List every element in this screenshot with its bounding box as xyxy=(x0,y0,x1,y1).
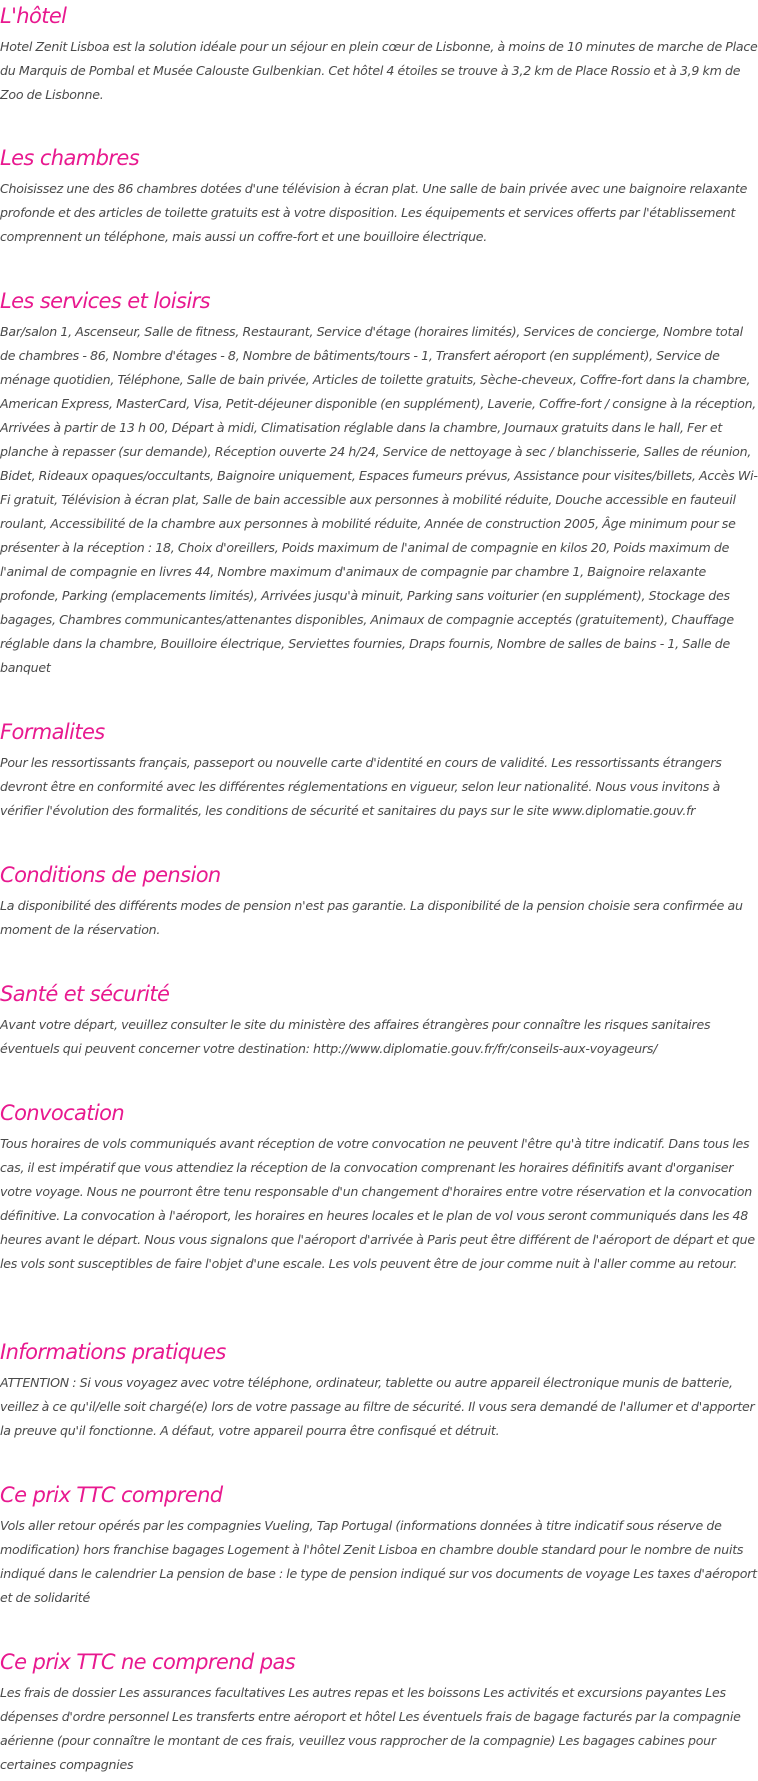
section-title: Les services et loisirs xyxy=(0,289,210,313)
section-body: Tous horaires de vols communiqués avant réception de votre convocation ne peuvent l'être qu'à titre indicatif. Dans tous les cas, il est impératif que vous attendiez la réception de la convocation comprenant les horaires définitifs avant d'organiser votre voyage. Nous ne pourront être tenu responsable d'un changement d'horaires entre votre réservation et la convocation définitive. La convocation à l'aéroport, les horaires en heures locales et le plan de vol vous seront communiqués dans les 48 heures avant le départ. Nous vous signalons que l'aéroport d'arrivée à Paris peut être différent de l'aéroport de départ et que les vols sont susceptibles de faire l'objet d'une escale. Les vols peuvent être de jour comme nuit à l'aller comme au retour. xyxy=(0,1136,755,1271)
section-body: Les frais de dossier Les assurances facultatives Les autres repas et les boissons Les activités et excursions payantes Les dépenses d'ordre personnel Les transferts entre aéroport et hôtel Les éventuels frais de bagage facturés par la compagnie aérienne (pour connaître le montant de ces frais, veuillez vous rapprocher de la compagnie) Les bagages cabines pour certaines compagnies xyxy=(0,1685,741,1772)
section-title: L'hôtel xyxy=(0,4,67,28)
section-body: Choisissez une des 86 chambres dotées d'une télévision à écran plat. Une salle de bain privée avec une baignoire relaxante profonde et des articles de toilette gratuits est à votre disposition. Les équipements et services offerts par l'établissement comprennent un téléphone, mais aussi un coffre-fort et une bouilloire électrique. xyxy=(0,181,748,244)
section-rooms xyxy=(0,144,758,249)
section-title: Ce prix TTC comprend xyxy=(0,1483,223,1507)
section-hotel xyxy=(0,2,758,107)
section-title: Formalites xyxy=(0,720,105,744)
section-price-includes xyxy=(0,1481,758,1610)
section-title: Conditions de pension xyxy=(0,863,221,887)
section-price-excludes xyxy=(0,1648,758,1777)
section-title: Ce prix TTC ne comprend pas xyxy=(0,1650,296,1674)
section-formalities xyxy=(0,718,758,823)
section-title: Les chambres xyxy=(0,146,140,170)
section-health-safety xyxy=(0,980,758,1061)
section-practical-info xyxy=(0,1338,758,1443)
section-title: Convocation xyxy=(0,1101,125,1125)
section-services xyxy=(0,287,758,680)
section-convocation xyxy=(0,1099,758,1276)
section-board-conditions xyxy=(0,861,758,942)
section-body: ATTENTION : Si vous voyagez avec votre téléphone, ordinateur, tablette ou autre appareil électronique munis de batterie, veillez à ce qu'il/elle soit chargé(e) lors de votre passage au filtre de sécurité. Il vous sera demandé de l'allumer et d'apporter la preuve qu'il fonctionne. A défaut, votre appareil pourra être confisqué et détruit. xyxy=(0,1375,755,1438)
section-body: La disponibilité des différents modes de pension n'est pas garantie. La disponibilité de la pension choisie sera confirmée au moment de la réservation. xyxy=(0,898,743,937)
section-body: Pour les ressortissants français, passeport ou nouvelle carte d'identité en cours de validité. Les ressortissants étrangers devront être en conformité avec les différentes réglementations en vigueur, selon leur nationalité. Nous vous invitons à vérifier l'évolution des formalités, les conditions de sécurité et sanitaires du pays sur le site www.diplomatie.gouv.fr xyxy=(0,755,722,818)
section-title: Informations pratiques xyxy=(0,1340,226,1364)
section-body: Vols aller retour opérés par les compagnies Vueling, Tap Portugal (informations données à titre indicatif sous réserve de modification) hors franchise bagages Logement à l'hôtel Zenit Lisboa en chambre double standard pour le nombre de nuits indiqué dans le calendrier La pension de base : le type de pension indiqué sur vos documents de voyage Les taxes d'aéroport et de solidarité xyxy=(0,1518,757,1605)
section-title: Santé et sécurité xyxy=(0,982,170,1006)
section-body: Bar/salon 1, Ascenseur, Salle de fitness, Restaurant, Service d'étage (horaires limités), Services de concierge, Nombre total de chambres - 86, Nombre d'étages - 8, Nombre de bâtiments/tours - 1, Transfert aéroport (en supplément), Service de ménage quotidien, Téléphone, Salle de bain privée, Articles de toilette gratuits, Sèche-cheveux, Coffre-fort dans la chambre, American Express, MasterCard, Visa, Petit-déjeuner disponible (en supplément), Laverie, Coffre-fort / consigne à la réception, Arrivées à partir de 13 h 00, Départ à midi, Climatisation réglable dans la chambre, Journaux gratuits dans le hall, Fer et planche à repasser (sur demande), Réception ouverte 24 h/24, Service de nettoyage à sec / blanchisserie, Salles de réunion, Bidet, Rideaux opaques/occultants, Baignoire uniquement, Espaces fumeurs prévus, Assistance pour visites/billets, Accès Wi-Fi gratuit, Télévision à écran plat, Salle de bain accessible aux personnes à mobilité réduite, Douche accessible en fauteuil roulant, Accessibilité de la chambre aux personnes à mobilité réduite, Année de construction 2005, Âge minimum pour se présenter à la réception : 18, Choix d'oreillers, Poids maximum de l'animal de compagnie en kilos 20, Poids maximum de l'animal de compagnie en livres 44, Nombre maximum d'animaux de compagnie par chambre 1, Baignoire relaxante profonde, Parking (emplacements limités), Arrivées jusqu'à minuit, Parking sans voiturier (en supplément), Stockage des bagages, Chambres communicantes/attenantes disponibles, Animaux de compagnie acceptés (gratuitement), Chauffage réglable dans la chambre, Bouilloire électrique, Serviettes fournies, Draps fournis, Nombre de salles de bains - 1, Salle de banquet xyxy=(0,324,758,675)
section-body: Avant votre départ, veuillez consulter le site du ministère des affaires étrangères pour connaître les risques sanitaires éventuels qui peuvent concerner votre destination: http://www.diplomatie.gouv.fr/fr/conseils-aux-voyageurs/ xyxy=(0,1017,711,1056)
section-body: Hotel Zenit Lisboa est la solution idéale pour un séjour en plein cœur de Lisbonne, à moins de 10 minutes de marche de Place du Marquis de Pombal et Musée Calouste Gulbenkian. Cet hôtel 4 étoiles se trouve à 3,2 km de Place Rossio et à 3,9 km de Zoo de Lisbonne. xyxy=(0,39,758,102)
